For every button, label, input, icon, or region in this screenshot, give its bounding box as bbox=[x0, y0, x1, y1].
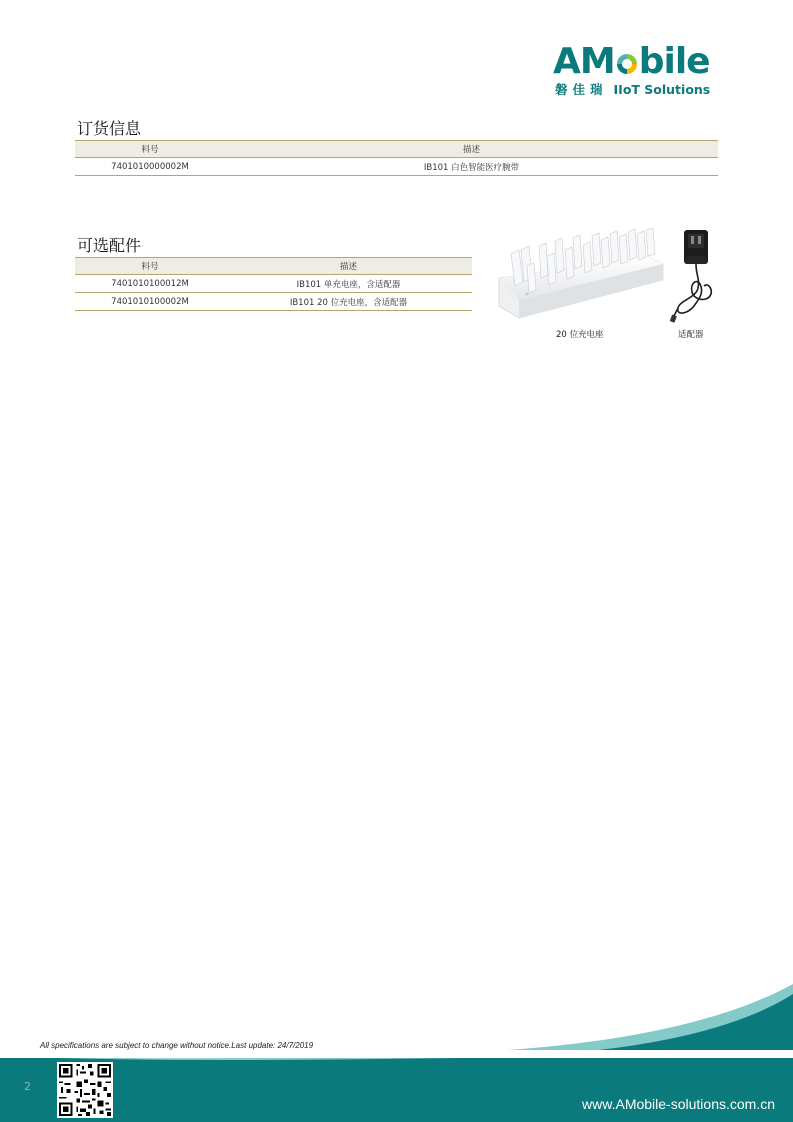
table-row bbox=[75, 275, 472, 293]
header-part-number: 料号 bbox=[75, 141, 225, 158]
page-number: 2 bbox=[24, 1080, 31, 1093]
part-number-cell: 7401010100002M bbox=[75, 293, 225, 311]
header-part-number: 料号 bbox=[75, 258, 225, 275]
part-number-cell: 7401010000002M bbox=[75, 158, 225, 176]
logo-letter-a: A bbox=[553, 41, 580, 82]
description-cell: IB101 20 位充电座，含适配器 bbox=[225, 293, 472, 311]
logo-o-circle-icon bbox=[616, 53, 638, 75]
logo-wordmark bbox=[553, 42, 710, 82]
ordering-info-title: 订货信息 bbox=[77, 119, 142, 138]
charging-dock-image bbox=[497, 220, 665, 324]
table-row bbox=[75, 293, 472, 311]
logo-subtitle-en: IIoT Solutions bbox=[613, 82, 711, 97]
accessories-table bbox=[75, 257, 472, 311]
adapter-caption: 适配器 bbox=[678, 330, 704, 340]
dock-caption: 20 位充电座 bbox=[556, 330, 604, 340]
power-adapter-image bbox=[670, 226, 722, 326]
table-header-row bbox=[75, 258, 472, 275]
table-row bbox=[75, 158, 718, 176]
qr-code-icon[interactable] bbox=[57, 1062, 113, 1118]
disclaimer-text: All specifications are subject to change without notice.Last update: 24/7/2019 bbox=[40, 1041, 314, 1050]
part-number-cell: 7401010100012M bbox=[75, 275, 225, 293]
logo-subtitle-cn: 磐佳瑞 bbox=[555, 82, 608, 97]
ordering-info-table bbox=[75, 140, 718, 176]
website-link[interactable]: www.AMobile-solutions.com.cn bbox=[582, 1096, 775, 1112]
logo-letter-m: M bbox=[579, 41, 615, 82]
company-logo bbox=[553, 42, 723, 98]
description-cell: IB101 白色智能医疗腕带 bbox=[225, 158, 718, 176]
table-header-row bbox=[75, 141, 718, 158]
accessories-title: 可选配件 bbox=[77, 236, 142, 255]
description-cell: IB101 单充电座，含适配器 bbox=[225, 275, 472, 293]
logo-subtitle bbox=[555, 82, 710, 98]
header-description: 描述 bbox=[225, 141, 718, 158]
footer-divider bbox=[0, 1050, 793, 1058]
logo-letters-bile: bile bbox=[638, 41, 710, 82]
header-description: 描述 bbox=[225, 258, 472, 275]
